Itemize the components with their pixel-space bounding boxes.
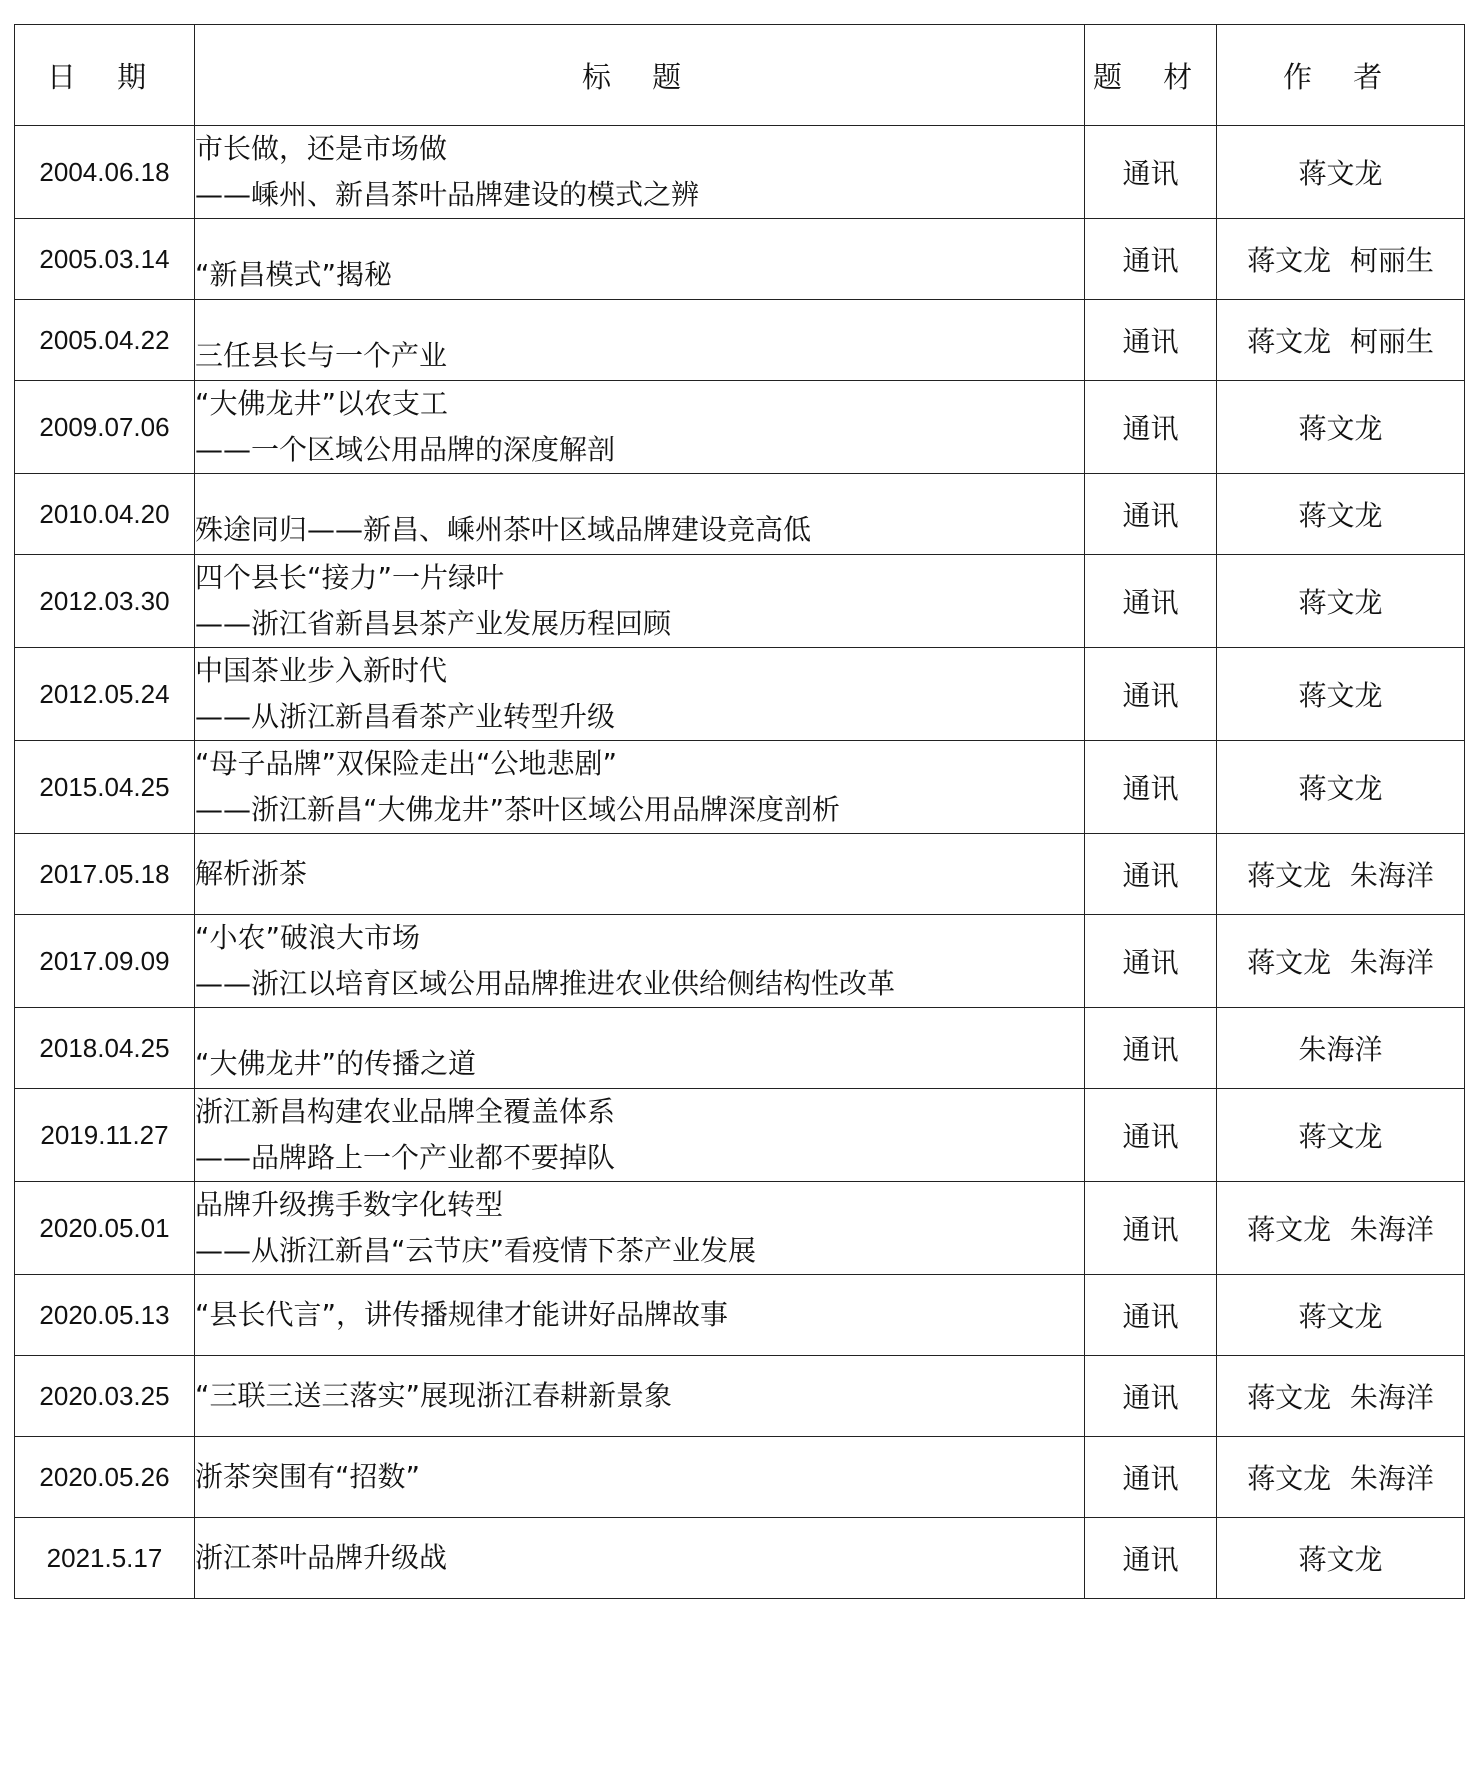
title-main: 四个县长“接力”一片绿叶 (195, 561, 505, 594)
cell-genre: 通讯 (1085, 1089, 1217, 1182)
cell-genre: 通讯 (1085, 555, 1217, 648)
title-main: 殊途同归——新昌、嵊州茶叶区域品牌建设竞高低 (195, 513, 812, 546)
cell-author: 蒋文龙 柯丽生 (1217, 300, 1465, 381)
cell-date: 2012.03.30 (15, 555, 195, 648)
title-main: 浙江茶叶品牌升级战 (195, 1541, 448, 1574)
title-main: 中国茶业步入新时代 (195, 654, 448, 687)
title-subtitle: ——浙江省新昌县茶产业发展历程回顾 (195, 607, 672, 640)
cell-author: 蒋文龙 (1217, 555, 1465, 648)
title-main: 浙江新昌构建农业品牌全覆盖体系 (195, 1095, 616, 1128)
cell-title (195, 1356, 1085, 1437)
title-main: “大佛龙井”以农支工 (195, 387, 449, 420)
table-row (15, 300, 1465, 381)
cell-genre: 通讯 (1085, 1356, 1217, 1437)
cell-date: 2015.04.25 (15, 741, 195, 834)
cell-date: 2004.06.18 (15, 126, 195, 219)
cell-date: 2017.09.09 (15, 915, 195, 1008)
table-row (15, 1089, 1465, 1182)
title-subtitle: ——从浙江新昌看茶产业转型升级 (195, 700, 616, 733)
cell-genre: 通讯 (1085, 1008, 1217, 1089)
title-main: 品牌升级携手数字化转型 (195, 1188, 504, 1221)
cell-date: 2005.04.22 (15, 300, 195, 381)
cell-date: 2021.5.17 (15, 1518, 195, 1599)
cell-genre: 通讯 (1085, 834, 1217, 915)
cell-genre: 通讯 (1085, 126, 1217, 219)
header-title: 标 题 (195, 25, 1085, 126)
title-subtitle: ——嵊州、新昌茶叶品牌建设的模式之辨 (195, 178, 700, 211)
table-row (15, 474, 1465, 555)
table-row (15, 1437, 1465, 1518)
title-main: 解析浙茶 (195, 857, 308, 890)
cell-genre: 通讯 (1085, 741, 1217, 834)
header-author: 作 者 (1217, 25, 1465, 126)
cell-title (195, 1518, 1085, 1599)
cell-author: 蒋文龙 (1217, 741, 1465, 834)
cell-author: 蒋文龙 朱海洋 (1217, 915, 1465, 1008)
title-subtitle: ——浙江以培育区域公用品牌推进农业供给侧结构性改革 (195, 967, 896, 1000)
cell-date: 2017.05.18 (15, 834, 195, 915)
title-main: “小农”破浪大市场 (195, 921, 421, 954)
table-row (15, 126, 1465, 219)
title-main: “县长代言”，讲传播规律才能讲好品牌故事 (195, 1298, 729, 1331)
cell-genre: 通讯 (1085, 915, 1217, 1008)
cell-title (195, 834, 1085, 915)
cell-genre: 通讯 (1085, 1518, 1217, 1599)
table-row (15, 741, 1465, 834)
cell-author: 蒋文龙 朱海洋 (1217, 1182, 1465, 1275)
cell-date: 2020.05.26 (15, 1437, 195, 1518)
cell-date: 2005.03.14 (15, 219, 195, 300)
cell-genre: 通讯 (1085, 219, 1217, 300)
cell-author: 蒋文龙 (1217, 126, 1465, 219)
header-date: 日 期 (15, 25, 195, 126)
cell-genre: 通讯 (1085, 474, 1217, 555)
cell-author: 蒋文龙 (1217, 648, 1465, 741)
title-subtitle: ——浙江新昌“大佛龙井”茶叶区域公用品牌深度剖析 (195, 793, 841, 826)
cell-date: 2020.05.01 (15, 1182, 195, 1275)
cell-genre: 通讯 (1085, 1182, 1217, 1275)
cell-title (195, 219, 1085, 300)
cell-date: 2020.05.13 (15, 1275, 195, 1356)
cell-author: 蒋文龙 朱海洋 (1217, 1437, 1465, 1518)
cell-title (195, 126, 1085, 219)
cell-author: 蒋文龙 (1217, 1518, 1465, 1599)
title-main: 三任县长与一个产业 (195, 339, 448, 372)
cell-author: 蒋文龙 (1217, 1089, 1465, 1182)
cell-date: 2012.05.24 (15, 648, 195, 741)
title-main: “三联三送三落实”展现浙江春耕新景象 (195, 1379, 673, 1412)
cell-title (195, 555, 1085, 648)
cell-author: 朱海洋 (1217, 1008, 1465, 1089)
cell-author: 蒋文龙 (1217, 1275, 1465, 1356)
cell-title (195, 648, 1085, 741)
title-main: “大佛龙井”的传播之道 (195, 1047, 477, 1080)
table-row (15, 1275, 1465, 1356)
cell-title (195, 381, 1085, 474)
table-row (15, 1518, 1465, 1599)
cell-title (195, 474, 1085, 555)
title-main: 浙茶突围有“招数” (195, 1460, 421, 1493)
table-row (15, 1008, 1465, 1089)
table-header-row (15, 25, 1465, 126)
cell-title (195, 1008, 1085, 1089)
cell-genre: 通讯 (1085, 1275, 1217, 1356)
cell-title (195, 1089, 1085, 1182)
title-subtitle: ——品牌路上一个产业都不要掉队 (195, 1141, 616, 1174)
cell-date: 2020.03.25 (15, 1356, 195, 1437)
table-row (15, 555, 1465, 648)
table-row (15, 834, 1465, 915)
cell-genre: 通讯 (1085, 381, 1217, 474)
table-row (15, 915, 1465, 1008)
cell-author: 蒋文龙 朱海洋 (1217, 1356, 1465, 1437)
cell-date: 2018.04.25 (15, 1008, 195, 1089)
cell-title (195, 1275, 1085, 1356)
title-main: “母子品牌”双保险走出“公地悲剧” (195, 747, 618, 780)
cell-author: 蒋文龙 朱海洋 (1217, 834, 1465, 915)
cell-title (195, 915, 1085, 1008)
title-main: 市长做，还是市场做 (195, 132, 448, 165)
cell-date: 2019.11.27 (15, 1089, 195, 1182)
article-table (14, 24, 1465, 1599)
title-main: “新昌模式”揭秘 (195, 258, 393, 291)
table-row (15, 648, 1465, 741)
title-subtitle: ——从浙江新昌“云节庆”看疫情下茶产业发展 (195, 1234, 757, 1267)
cell-author: 蒋文龙 (1217, 474, 1465, 555)
table-row (15, 219, 1465, 300)
cell-date: 2009.07.06 (15, 381, 195, 474)
table-row (15, 1356, 1465, 1437)
cell-date: 2010.04.20 (15, 474, 195, 555)
cell-author: 蒋文龙 (1217, 381, 1465, 474)
cell-title (195, 300, 1085, 381)
header-genre: 题 材 (1085, 25, 1217, 126)
title-subtitle: ——一个区域公用品牌的深度解剖 (195, 433, 616, 466)
table-row (15, 381, 1465, 474)
cell-title (195, 1437, 1085, 1518)
cell-author: 蒋文龙 柯丽生 (1217, 219, 1465, 300)
table-row (15, 1182, 1465, 1275)
cell-genre: 通讯 (1085, 648, 1217, 741)
cell-title (195, 1182, 1085, 1275)
cell-genre: 通讯 (1085, 300, 1217, 381)
cell-genre: 通讯 (1085, 1437, 1217, 1518)
cell-title (195, 741, 1085, 834)
